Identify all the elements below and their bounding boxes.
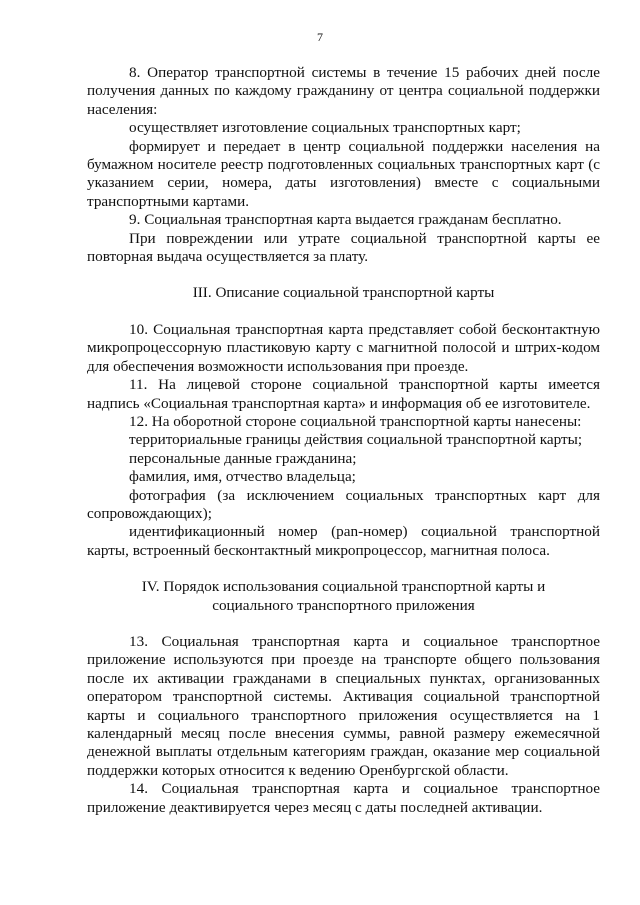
- paragraph-8-item-2: формирует и передает в центр социальной поддержки населения на бумажном носителе реестр подготовленных социальных транспортных карт (с указанием серии, номера, даты изготовления) вместе с социальными транспортными картами.: [87, 137, 600, 210]
- paragraph-9-note: При повреждении или утрате социальной транспортной карты ее повторная выдача осуществляется за плату.: [87, 229, 600, 266]
- paragraph-9: 9. Социальная транспортная карта выдается гражданам бесплатно.: [129, 211, 562, 229]
- paragraph-8-item-1: осуществляет изготовление социальных транспортных карт;: [129, 119, 521, 137]
- document-body: [87, 64, 600, 817]
- paragraph-12-item-3: фамилия, имя, отчество владельца;: [129, 468, 356, 486]
- section-heading-4-line-1: IV. Порядок использования социальной транспортной карты и: [141, 578, 546, 596]
- section-heading-4-line-2: социального транспортного приложения: [212, 596, 475, 614]
- paragraph-12-item-5: идентификационный номер (pan-номер) социальной транспортной карты, встроенный бесконтактный микропроцессор, магнитная полоса.: [87, 523, 600, 559]
- section-heading-3: III. Описание социальной транспортной карты: [192, 284, 495, 302]
- paragraph-14: 14. Социальная транспортная карта и социальное транспортное приложение деактивируется через месяц с даты последней активации.: [87, 780, 600, 816]
- paragraph-12: 12. На оборотной стороне социальной транспортной карты нанесены:: [129, 412, 582, 430]
- paragraph-8: 8. Оператор транспортной системы в течение 15 рабочих дней после получения данных по каждому гражданину от центра социальной поддержки населения:: [87, 64, 600, 118]
- paragraph-11: 11. На лицевой стороне социальной транспортной карты имеется надпись «Социальная транспортная карта» и информация об ее изготовителе.: [87, 376, 600, 412]
- paragraph-12-item-1: территориальные границы действия социальной транспортной карты;: [129, 431, 583, 449]
- paragraph-12-item-2: персональные данные гражданина;: [129, 449, 357, 467]
- paragraph-13: 13. Социальная транспортная карта и социальное транспортное приложение используются при проезде на транспорте общего пользования после их активации гражданами в специальных пунктах, организованных оператором транспортной системы. Активация социальной транспортной карты и социального транспортного приложения осуществляется на 1 календарный месяц после внесения суммы, равной размеру ежемесячной денежной выплаты отдельным категориям граждан, оказание мер социальной поддержки которых относится к ведению Оренбургской области.: [87, 632, 600, 779]
- section-heading-4: [87, 578, 600, 615]
- page-number: 7: [317, 30, 323, 44]
- paragraph-12-item-4: фотография (за исключением социальных транспортных карт для сопровождающих);: [87, 486, 600, 522]
- paragraph-10: 10. Социальная транспортная карта представляет собой бесконтактную микропроцессорную пластиковую карту с магнитной полосой и штрих-кодом для обеспечения возможности использования при проезде.: [87, 320, 600, 375]
